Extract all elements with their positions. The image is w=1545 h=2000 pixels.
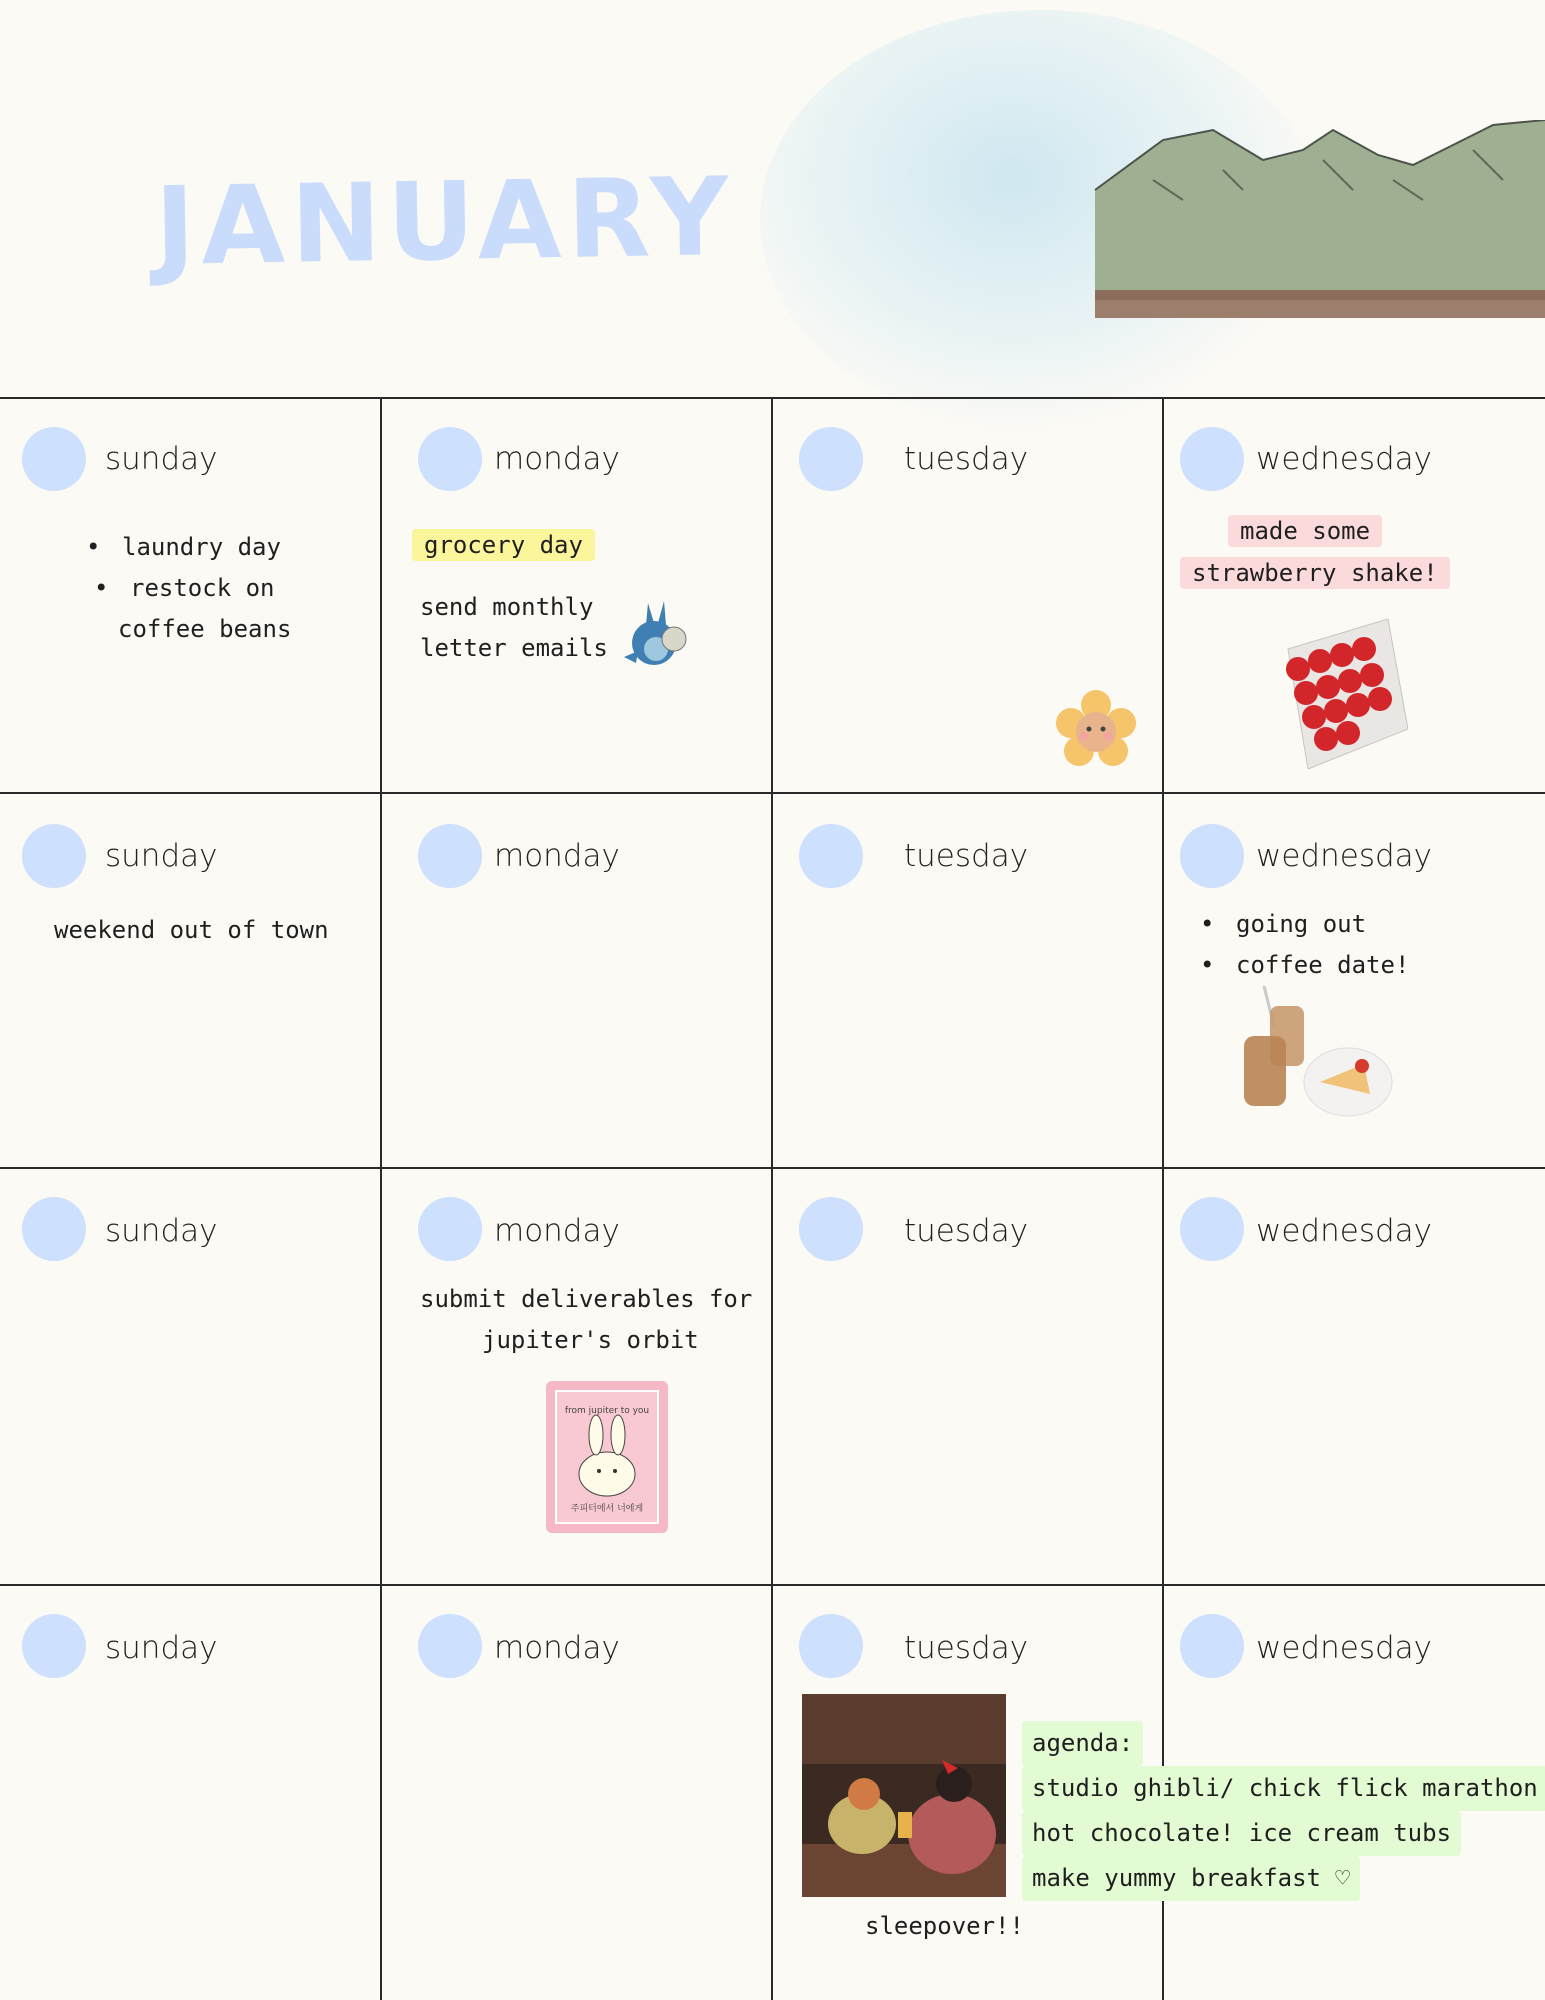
list-item: • laundry day [122, 527, 295, 568]
agenda-line: make yummy breakfast ♡ [1022, 1856, 1360, 1901]
day-label: tuesday [904, 838, 1029, 874]
week3-tuesday-cell[interactable] [773, 1169, 1162, 1584]
day-marker [418, 1197, 482, 1261]
task-list [1236, 904, 1409, 986]
agenda-line: hot chocolate! ice cream tubs [1022, 1811, 1461, 1856]
highlighted-note: strawberry shake! [1180, 557, 1450, 589]
day-label: sunday [105, 1630, 218, 1666]
day-label: wednesday [1256, 1630, 1432, 1666]
day-label: sunday [105, 1213, 218, 1249]
day-marker [418, 427, 482, 491]
agenda-line: agenda: [1022, 1721, 1143, 1766]
note-line: jupiter's orbit [482, 1326, 699, 1354]
day-label: wednesday [1256, 838, 1432, 874]
day-label: wednesday [1256, 441, 1432, 477]
stamp-text-top: from jupiter to you [564, 1406, 650, 1416]
note-block [420, 587, 608, 669]
week3-wednesday-cell[interactable] [1164, 1169, 1545, 1584]
week1-wednesday-cell[interactable] [1164, 397, 1545, 792]
day-marker [22, 824, 86, 888]
week2-wednesday-cell[interactable] [1164, 794, 1545, 1167]
day-label: monday [494, 1213, 620, 1249]
day-label: sunday [105, 838, 218, 874]
week2-monday-cell[interactable] [382, 794, 771, 1167]
highlighted-note: made some [1228, 515, 1382, 547]
day-marker [1180, 427, 1244, 491]
stamp-text-bottom: 주피터에서 너에게 [570, 1504, 644, 1514]
task-list [118, 527, 291, 650]
coffee-cake-photo [1234, 986, 1394, 1132]
week4-sunday-cell[interactable] [0, 1586, 380, 2000]
day-label: tuesday [904, 1213, 1029, 1249]
week1-monday-cell[interactable] [382, 397, 771, 792]
day-marker [799, 427, 863, 491]
week1-sunday-cell[interactable] [0, 397, 380, 792]
photo-caption: sleepover!! [865, 1912, 1024, 1940]
day-label: monday [494, 1630, 620, 1666]
week4-monday-cell[interactable] [382, 1586, 771, 2000]
ghibli-movie-still [802, 1694, 1006, 1897]
week3-monday-cell[interactable] [382, 1169, 771, 1584]
day-marker [799, 824, 863, 888]
week3-sunday-cell[interactable] [0, 1169, 380, 1584]
agenda-line: studio ghibli/ chick flick marathon [1022, 1766, 1545, 1811]
note-line: submit deliverables for [420, 1285, 753, 1313]
day-marker [1180, 1197, 1244, 1261]
strawberry-photo [1268, 619, 1408, 769]
day-label: tuesday [904, 441, 1029, 477]
week2-sunday-cell[interactable] [0, 794, 380, 1167]
day-label: sunday [105, 441, 218, 477]
list-item: coffee beans [118, 615, 292, 643]
day-label: monday [494, 441, 620, 477]
week2-tuesday-cell[interactable] [773, 794, 1162, 1167]
day-marker [799, 1197, 863, 1261]
week1-tuesday-cell[interactable] [773, 397, 1162, 792]
day-marker [22, 1614, 86, 1678]
totoro-sticker-icon [618, 595, 688, 671]
highlighted-note: grocery day [412, 529, 595, 561]
list-item: • coffee date! [1236, 945, 1409, 986]
note-line: letter emails [420, 634, 608, 662]
note-line: send monthly [420, 593, 594, 621]
day-label: wednesday [1256, 1213, 1432, 1249]
day-marker [799, 1614, 863, 1678]
note-block [1228, 511, 1382, 552]
day-label: tuesday [904, 1630, 1029, 1666]
day-marker [1180, 1614, 1244, 1678]
day-label: monday [494, 838, 620, 874]
page-title: JANUARY [153, 154, 736, 291]
agenda-block [1022, 1721, 1545, 1901]
day-marker [22, 427, 86, 491]
calendar-grid [0, 397, 1545, 2000]
bunny-stamp-icon [544, 1379, 670, 1535]
note-line: weekend out of town [54, 916, 329, 944]
day-marker [22, 1197, 86, 1261]
mountains-illustration [1093, 120, 1545, 320]
note-block [412, 525, 595, 566]
day-marker [418, 1614, 482, 1678]
list-item: • restock on [130, 568, 303, 609]
note-block [1180, 553, 1450, 594]
day-marker [1180, 824, 1244, 888]
list-item: • going out [1236, 904, 1409, 945]
note-block [420, 1279, 760, 1361]
flower-bear-sticker-icon [1053, 689, 1139, 775]
day-marker [418, 824, 482, 888]
